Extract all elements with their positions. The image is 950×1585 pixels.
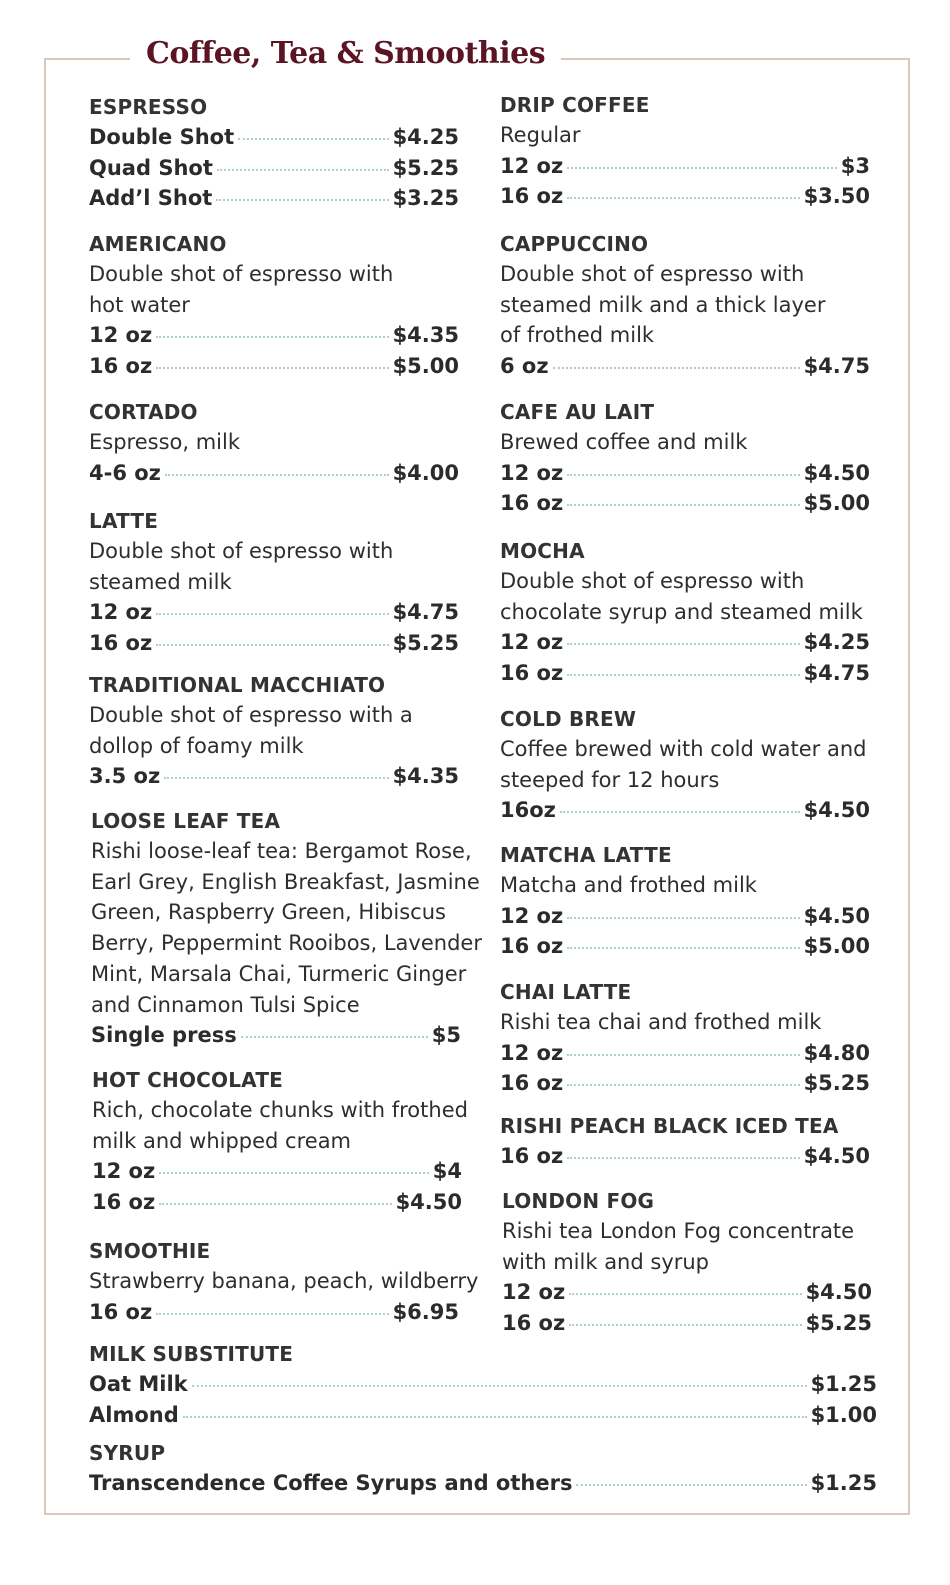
item-size-label: 12 oz [500,460,564,485]
section-hot-chocolate [92,1065,468,1218]
section-loose-leaf-tea [91,806,482,1051]
item-description: Green, Raspberry Green, Hibiscus [91,900,446,925]
item-size-label: 16 oz [500,934,564,959]
leader-dots [567,167,837,169]
item-size-label: Add’l Shot [89,186,213,211]
price-row [500,931,870,962]
price-row [89,183,459,214]
leader-dots [569,1324,801,1326]
leader-dots [165,474,389,476]
section-chai-latte [500,977,870,1099]
item-description: Strawberry banana, peach, wildberry [89,1269,479,1293]
item-price: $4.00 [392,460,459,485]
price-row [500,658,870,689]
section-heading: MATCHA LATTE [500,843,672,867]
item-price: $1.25 [810,1471,877,1495]
leader-dots [553,367,800,369]
section-heading: RISHI PEACH BLACK ICED TEA [500,1114,839,1138]
item-size-label: 16 oz [500,1071,564,1096]
section-espresso [89,92,459,214]
leader-dots [159,1172,429,1174]
section-london-fog [502,1186,872,1339]
section-heading: CHAI LATTE [500,980,632,1004]
item-price: $4.75 [803,661,870,686]
item-description: Double shot of espresso with [89,262,394,286]
item-price: $1.25 [810,1372,877,1396]
item-description: Double shot of espresso with [500,262,805,286]
item-size-label: 12 oz [92,1159,156,1184]
leader-dots [569,1293,801,1295]
item-description: and Cinnamon Tulsi Spice [91,992,360,1017]
price-row [89,1369,877,1400]
item-price: $5.25 [803,1071,870,1096]
section-matcha-latte [500,840,870,962]
section-americano [89,229,459,382]
item-price: $1.00 [810,1402,877,1427]
item-description: Mint, Marsala Chai, Turmeric Ginger [91,961,467,986]
item-price: $4.35 [392,323,459,348]
item-size-label: 12 oz [500,903,564,928]
item-description: steamed milk and a thick layer [500,292,826,317]
leader-dots [217,169,389,171]
leader-dots [567,1157,799,1159]
section-heading: COLD BREW [500,707,637,731]
item-price: $4.35 [392,764,459,789]
section-latte [89,506,459,659]
item-price: $4 [432,1159,462,1184]
item-description: Double shot of espresso with [89,539,394,563]
item-size-label: 12 oz [89,323,153,348]
price-row [500,795,870,826]
price-row [500,151,870,182]
item-description: Double shot of espresso with a [89,703,413,727]
price-row [89,1297,459,1328]
leader-dots [216,199,388,201]
item-description: Regular [500,123,581,147]
item-price: $5.00 [803,934,870,959]
leader-dots [567,1054,799,1056]
section-smoothie [89,1236,479,1327]
section-cold-brew [500,704,870,826]
leader-dots [567,674,799,676]
item-price: $6.95 [392,1299,459,1324]
price-row [500,488,870,519]
item-price: $5.00 [803,491,870,516]
price-row [500,901,870,932]
price-row [500,1068,870,1099]
leader-dots [156,1313,388,1315]
section-peach-iced-tea [500,1111,870,1172]
price-row [89,320,459,351]
item-size-label: 16 oz [500,661,564,686]
section-syrup [89,1438,877,1499]
section-cortado [89,397,459,488]
item-size-label: 12 oz [500,630,564,655]
price-row [89,351,459,382]
section-mocha [500,536,870,689]
price-row [500,458,870,489]
price-row [500,627,870,658]
item-size-label: Transcendence Coffee Syrups and others [89,1471,573,1495]
price-row [502,1308,872,1339]
section-heading: DRIP COFFEE [500,93,650,117]
section-heading: HOT CHOCOLATE [92,1068,284,1092]
price-row [89,1400,877,1431]
item-price: $5.25 [392,155,459,180]
item-size-label: Single press [91,1023,237,1048]
item-description: Berry, Peppermint Rooibos, Lavender [91,931,482,956]
section-milk-substitute [89,1339,877,1430]
item-price: $5 [431,1023,461,1048]
section-heading: MILK SUBSTITUTE [89,1342,294,1366]
leader-dots [241,1036,428,1038]
leader-dots [156,613,388,615]
leader-dots [183,1416,807,1418]
item-description: steamed milk [89,569,232,594]
item-size-label: 3.5 oz [89,764,161,789]
price-row [89,153,459,184]
item-size-label: 4-6 oz [89,460,161,485]
leader-dots [156,367,388,369]
item-description: steeped for 12 hours [500,767,720,792]
item-size-label: 16 oz [89,354,153,379]
item-description: Espresso, milk [89,430,240,454]
price-row [91,1020,461,1051]
section-heading: CAPPUCCINO [500,232,649,256]
item-price: $4.50 [803,903,870,928]
item-size-label: Almond [89,1402,179,1427]
item-price: $5.25 [805,1311,872,1336]
price-row [500,181,870,212]
item-size-label: 16 oz [502,1311,566,1336]
price-row [92,1156,462,1187]
item-description: Brewed coffee and milk [500,430,748,454]
leader-dots [567,917,799,919]
item-description: Coffee brewed with cold water and [500,737,867,761]
item-price: $4.25 [803,630,870,655]
section-heading: LOOSE LEAF TEA [91,809,281,833]
item-price: $5.00 [392,354,459,379]
item-price: $3.50 [803,184,870,209]
item-size-label: 12 oz [89,600,153,625]
item-size-label: 12 oz [502,1280,566,1305]
leader-dots [567,1084,799,1086]
item-price: $3.25 [392,186,459,211]
section-heading: TRADITIONAL MACCHIATO [89,673,386,697]
leader-dots [576,1484,806,1486]
leader-dots [567,643,799,645]
leader-dots [192,1385,807,1387]
item-size-label: Double Shot [89,125,235,149]
section-cappuccino [500,229,870,382]
item-description: Matcha and frothed milk [500,873,757,897]
leader-dots [567,504,799,506]
item-price: $4.80 [803,1040,870,1065]
leader-dots [567,197,799,199]
section-cafe-au-lait [500,397,870,519]
item-price: $3 [840,153,870,178]
item-description: chocolate syrup and steamed milk [500,599,863,624]
item-size-label: 16 oz [500,1144,564,1168]
item-description: of frothed milk [500,323,655,348]
price-row [500,1141,870,1172]
leader-dots [567,474,799,476]
section-heading: CORTADO [89,400,198,424]
price-row [89,122,459,153]
item-description: Rich, chocolate chunks with frothed [92,1098,468,1122]
item-size-label: Quad Shot [89,155,213,180]
item-price: $4.50 [805,1280,872,1305]
item-description: milk and whipped cream [92,1128,352,1153]
item-price: $5.25 [392,631,459,656]
section-macchiato [89,670,459,792]
price-row [92,1187,462,1218]
item-description: Rishi tea chai and frothed milk [500,1010,822,1034]
item-description: Rishi tea London Fog concentrate [502,1219,855,1243]
item-price: $4.50 [395,1190,462,1215]
price-row [89,761,459,792]
item-description: Rishi loose-leaf tea: Bergamot Rose, [91,839,472,863]
item-size-label: 16 oz [92,1190,156,1215]
item-price: $4.50 [803,1144,870,1168]
item-size-label: 16 oz [89,631,153,656]
leader-dots [159,1203,391,1205]
item-price: $4.50 [803,798,870,823]
leader-dots [156,336,388,338]
leader-dots [560,811,800,813]
item-size-label: 16 oz [89,1299,153,1324]
price-row [89,1468,877,1499]
price-row [89,628,459,659]
leader-dots [567,947,799,949]
item-size-label: 16oz [500,798,556,823]
item-description: with milk and syrup [502,1249,710,1274]
item-description: Double shot of espresso with [500,569,805,593]
leader-dots [238,138,388,140]
menu-title: Coffee, Tea & Smoothies [130,36,561,71]
item-price: $4.75 [392,600,459,625]
item-size-label: 12 oz [500,1040,564,1065]
item-description: Earl Grey, English Breakfast, Jasmine [91,869,480,894]
leader-dots [164,777,388,779]
price-row [89,458,459,489]
price-row [502,1277,872,1308]
section-heading: CAFE AU LAIT [500,400,655,424]
price-row [500,1038,870,1069]
item-description: hot water [89,292,190,317]
section-heading: ESPRESSO [89,95,208,119]
section-heading: SYRUP [89,1441,166,1465]
item-size-label: Oat Milk [89,1372,188,1396]
section-heading: SMOOTHIE [89,1239,211,1263]
leader-dots [156,644,388,646]
item-size-label: 16 oz [500,184,564,209]
section-drip-coffee [500,90,870,212]
price-row [89,597,459,628]
item-price: $4.25 [392,125,459,149]
item-price: $4.50 [803,460,870,485]
section-heading: LATTE [89,509,159,533]
item-size-label: 6 oz [500,354,549,379]
item-price: $4.75 [803,354,870,379]
section-heading: MOCHA [500,539,585,563]
item-size-label: 16 oz [500,491,564,516]
section-heading: AMERICANO [89,232,227,256]
item-size-label: 12 oz [500,153,564,178]
item-description: dollop of foamy milk [89,733,304,758]
price-row [500,351,870,382]
section-heading: LONDON FOG [502,1189,655,1213]
